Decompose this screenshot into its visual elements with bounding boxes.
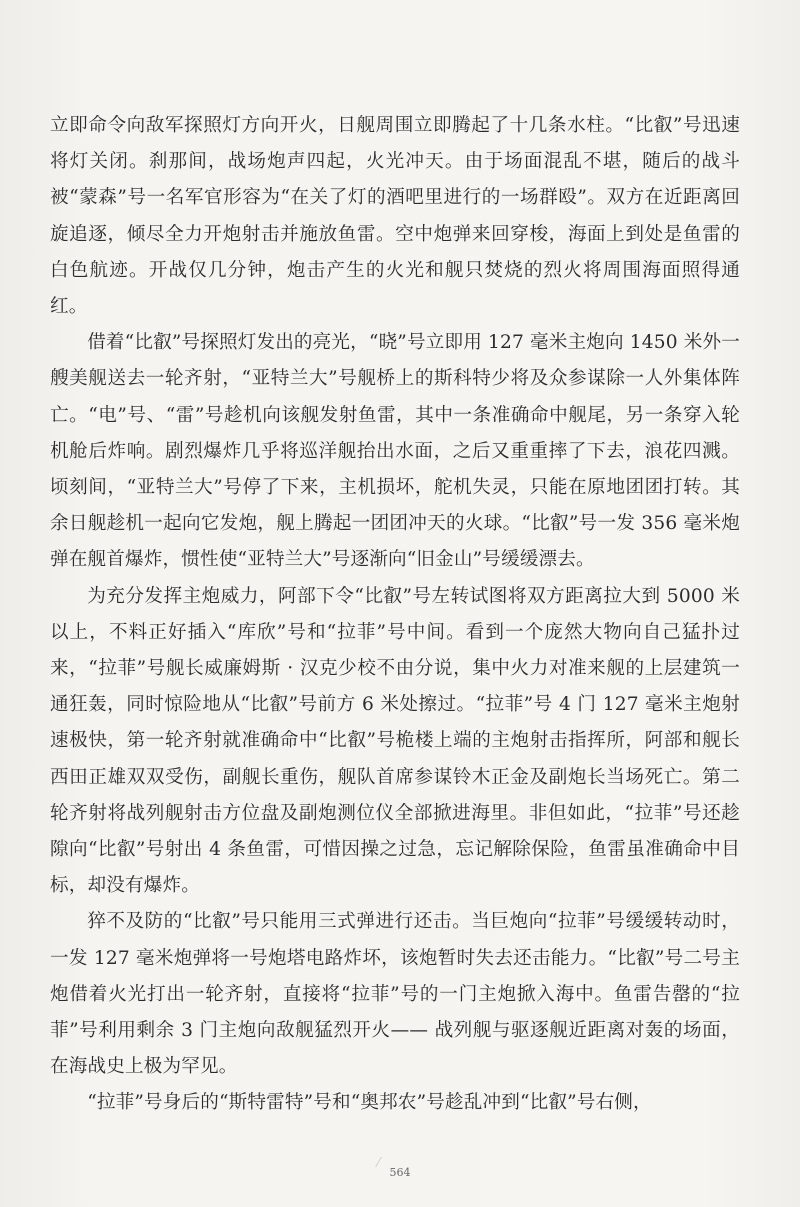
- paragraph-4: 猝不及防的“比叡”号只能用三式弹进行还击。当巨炮向“拉菲”号缓缓转动时，一发 127 毫米炮弹将一号炮塔电路炸坏，该炮暂时失去还击能力。“比叡”号二号主炮借着火光打出一轮齐射，直接将“拉菲”号的一门主炮掀入海中。鱼雷告罄的“拉菲”号利用剩余 3 门主炮向敌舰猛烈开火—— 战列舰与驱逐舰近距离对轰的场面，在海战史上极为罕见。: [50, 911, 740, 1078]
- paragraph-3: 为充分发挥主炮威力，阿部下令“比叡”号左转试图将双方距离拉大到 5000 米以上，不料正好插入“库欣”号和“拉菲”号中间。看到一个庞然大物向自己猛扑过来，“拉菲”号舰长威廉姆斯 · 汉克少校不由分说，集中火力对准来舰的上层建筑一通狂轰，同时惊险地从“比叡”号前方 6 米处擦过。“拉菲”号 4 门 127 毫米主炮射速极快，第一轮齐射就准确命中“比叡”号桅楼上端的主炮射击指挥所，阿部和舰长西田正雄双双受伤，副舰长重伤，舰队首席参谋铃木正金及副炮长当场死亡。第二轮齐射将战列舰射击方位盘及副炮测位仪全部掀进海里。非但如此，“拉菲”号还趁隙向“比叡”号射出 4 条鱼雷，可惜因操之过急，忘记解除保险，鱼雷虽准确命中目标，却没有爆炸。: [50, 585, 740, 897]
- body-text: [50, 108, 740, 1122]
- page-number: 564: [389, 1166, 411, 1179]
- paragraph-1: 立即命令向敌军探照灯方向开火，日舰周围立即腾起了十几条水柱。“比叡”号迅速将灯关闭。刹那间，战场炮声四起，火光冲天。由于场面混乱不堪，随后的战斗被“蒙森”号一名军官形容为“在关了灯的酒吧里进行的一场群殴”。双方在近距离回旋追逐，倾尽全力开炮射击并施放鱼雷。空中炮弹来回穿梭，海面上到处是鱼雷的白色航迹。开战仅几分钟，炮击产生的火光和舰只焚烧的烈火将周围海面照得通红。: [50, 115, 740, 318]
- paragraph-2: 借着“比叡”号探照灯发出的亮光，“晓”号立即用 127 毫米主炮向 1450 米外一艘美舰送去一轮齐射，“亚特兰大”号舰桥上的斯科特少将及众参谋除一人外集体阵亡。“电”号、“雷”号趁机向该舰发射鱼雷，其中一条准确命中舰尾，另一条穿入轮机舱后炸响。剧烈爆炸几乎将巡洋舰抬出水面，之后又重重摔了下去，浪花四溅。顷刻间，“亚特兰大”号停了下来，主机损坏，舵机失灵，只能在原地团团打转。其余日舰趁机一起向它发炮，舰上腾起一团团冲天的火球。“比叡”号一发 356 毫米炮弹在舰首爆炸，惯性使“亚特兰大”号逐渐向“旧金山”号缓缓漂去。: [50, 332, 740, 571]
- paragraph-5: “拉菲”号身后的“斯特雷特”号和“奥邦农”号趁乱冲到“比叡”号右侧，: [87, 1092, 652, 1114]
